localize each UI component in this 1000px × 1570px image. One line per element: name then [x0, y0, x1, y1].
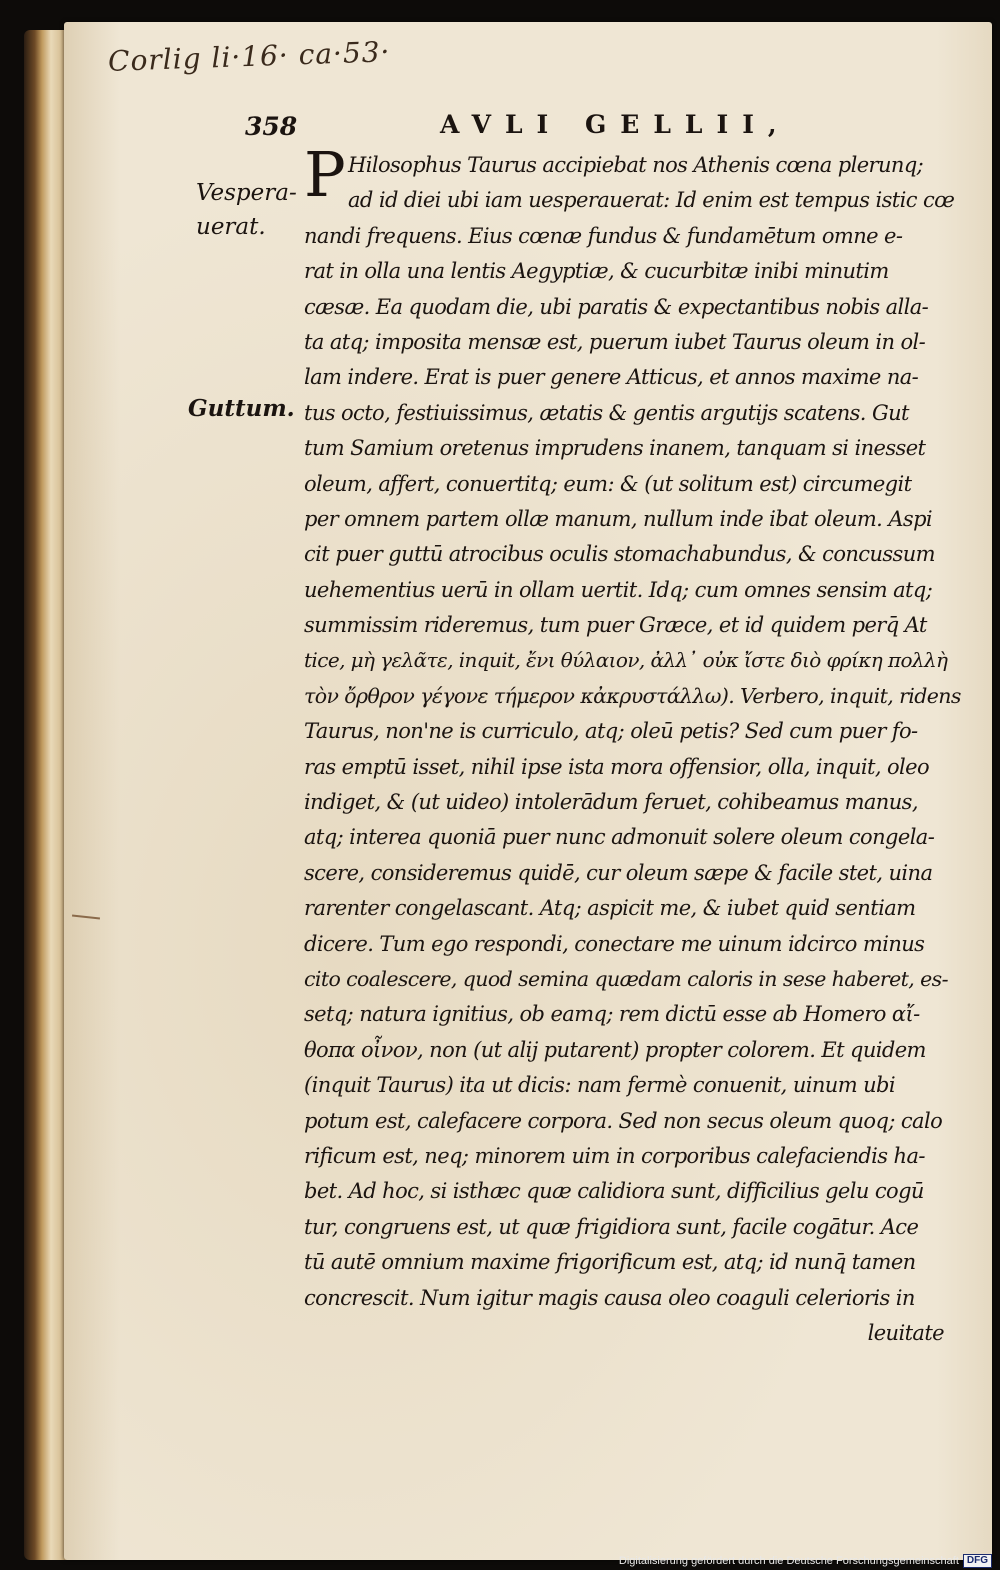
text-line: per omnem partem ollæ manum, nullum inde ibat oleum. Aspi [304, 506, 933, 531]
margin-note-guttum: Guttum. [188, 395, 295, 422]
text-line: cæsæ. Ea quodam die, ubi paratis & expectantibus nobis alla- [304, 294, 929, 319]
text-line: ras emptū isset, nihil ipse ista mora offensior, olla, inquit, oleo [304, 754, 930, 779]
text-line: ta atq; imposita mensæ est, puerum iubet Taurus oleum in ol- [304, 329, 926, 354]
text-line: tus octo, festiuissimus, ætatis & gentis argutijs scatens. Gut [304, 400, 909, 425]
text-line: tum Samium oretenus imprudens inanem, tanquam si inesset [304, 436, 926, 461]
text-line: potum est, calefacere corpora. Sed non secus oleum quoq; calo [304, 1108, 943, 1133]
text-line: scere, consideremus quidē, cur oleum sæpe & facile stet, uina [304, 860, 933, 885]
text-line: lam indere. Erat is puer genere Atticus, et annos maxime na- [304, 365, 919, 390]
credit-text: Digitalisierung gefördert durch die Deutsche Forschungsgemeinschaft [618, 1555, 959, 1567]
margin-note-vesperauerat: Vespera- uerat. [196, 180, 297, 240]
text-line: bet. Ad hoc, si isthæc quæ calidiora sunt, difficilius gelu cogū [304, 1179, 924, 1204]
running-head: AVLI GELLII, [440, 110, 791, 139]
dfg-logo: DFG [963, 1554, 992, 1568]
text-line: indiget, & (ut uideo) intolerādum feruet, cohibeamus manus, [304, 790, 918, 815]
text-line: Taurus, non'ne is curriculo, atq; oleū petis? Sed cum puer fo- [304, 719, 918, 744]
text-body [304, 148, 964, 1351]
text-line: tice, μὴ γελᾶτε, inquit, ἔνι θύλαιον, ἀλλ᾽ οὐκ ἴστε διὸ φρίκη πολλὴ [304, 648, 948, 673]
drop-cap: P [304, 138, 346, 211]
page-number: 358 [245, 112, 298, 141]
catchword: leuitate [867, 1320, 944, 1345]
text-line: (inquit Taurus) ita ut dicis: nam fermè conuenit, uinum ubi [304, 1073, 895, 1098]
text-line: uehementius uerū in ollam uertit. Idq; cum omnes sensim atq; [304, 577, 933, 602]
text-line: Hilosophus Taurus accipiebat nos Athenis cœna plerunq; [348, 153, 924, 177]
text-line: dicere. Tum ego respondi, conectare me uinum idcirco minus [304, 931, 925, 956]
text-line: tū autē omnium maxime frigorificum est, atq; id nunq̄ tamen [304, 1250, 916, 1275]
text-line: ad id diei ubi iam uesperauerat: Id enim est tempus istic cœ [348, 188, 955, 213]
text-line: rarenter congelascant. Atq; aspicit me, & iubet quid sentiam [304, 896, 916, 921]
text-line: cit puer guttū atrocibus oculis stomachabundus, & concussum [304, 542, 935, 567]
text-line: atq; interea quoniā puer nunc admonuit solere oleum congela- [304, 825, 935, 850]
digitization-credit [619, 1554, 992, 1568]
text-line: nandi frequens. Eius cœnæ fundus & fundamētum omne e- [304, 223, 903, 248]
handwritten-note: Corlig li·16· ca·53· [107, 35, 391, 78]
text-line: cito coalescere, quod semina quædam caloris in sese haberet, es- [304, 966, 948, 991]
text-line: oleum, affert, conuertitq; eum: & (ut solitum est) circumegit [304, 471, 912, 496]
text-line: rificum est, neq; minorem uim in corporibus calefaciendis ha- [304, 1143, 925, 1168]
text-line: setq; natura ignitius, ob eamq; rem dictū esse ab Homero αἴ- [304, 1002, 920, 1027]
text-line: θοπα οἶνον, non (ut alij putarent) propter colorem. Et quidem [304, 1037, 926, 1062]
text-line: tur, congruens est, ut quæ frigidiora sunt, facile cogātur. Ace [304, 1214, 919, 1239]
text-line: τὸν ὄρθρον γέγονε τήμερον κἀκρυστάλλω). Verbero, inquit, ridens [304, 683, 961, 708]
text-line: summissim rideremus, tum puer Græce, et id quidem perq̄ At [304, 613, 927, 638]
text-line: rat in olla una lentis Aegyptiæ, & cucurbitæ inibi minutim [304, 259, 889, 284]
text-line: concrescit. Num igitur magis causa oleo coaguli celerioris in [304, 1285, 915, 1310]
